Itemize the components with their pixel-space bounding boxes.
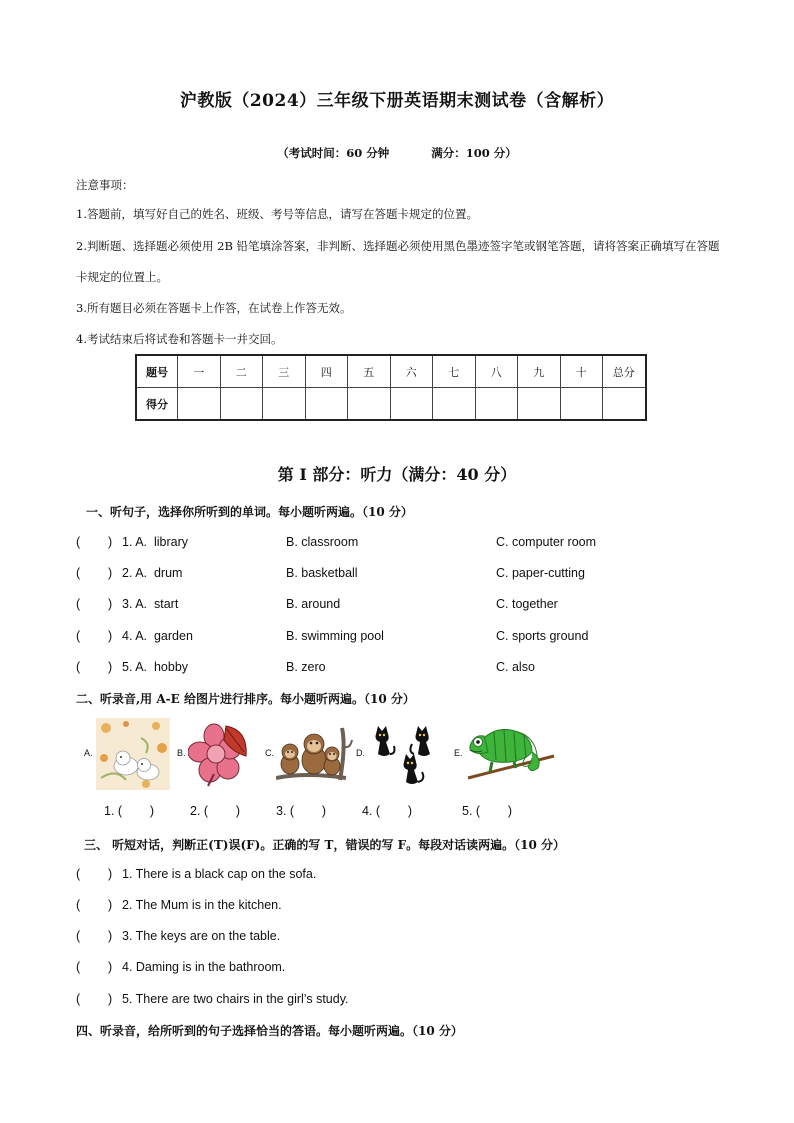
score-table-header-row	[136, 355, 646, 388]
answer-blank[interactable]: ( )	[76, 566, 113, 580]
score-table-header-cell: 四	[305, 355, 348, 388]
option-b: B. classroom	[286, 535, 359, 549]
tf-statement: 1. There is a black cap on the sofa.	[122, 867, 317, 881]
score-table-header-cell: 八	[475, 355, 518, 388]
answer-blank[interactable]: ( )	[76, 867, 113, 881]
score-cell[interactable]	[178, 388, 221, 421]
answer-blank[interactable]: ( )	[76, 992, 113, 1006]
section-2-title: 二、听录音,用 A-E 给图片进行排序。每小题听两遍。（10 分）	[76, 692, 415, 706]
option-b: B. swimming pool	[286, 629, 384, 643]
score-cell[interactable]	[263, 388, 306, 421]
puppies-icon	[96, 718, 170, 790]
answer-blank[interactable]: ( )	[76, 929, 113, 943]
answer-blank[interactable]: ( )	[76, 535, 113, 549]
option-c: C. sports ground	[496, 629, 589, 643]
section-1-title: 一、听句子，选择你所听到的单词。每小题听两遍。（10 分）	[86, 505, 413, 519]
tf-statement: 3. The keys are on the table.	[122, 929, 281, 943]
picture-label-e: E.	[454, 748, 463, 758]
score-cell[interactable]	[433, 388, 476, 421]
score-table-header-cell: 三	[263, 355, 306, 388]
answer-blank[interactable]: ( )	[76, 660, 113, 674]
picture-answer-blank[interactable]: 2. ( )	[190, 804, 241, 818]
notice-item-2: 2.判断题、选择题必须使用 2B 铅笔填涂答案，非判断、选择题必须使用黑色墨迹签字笔或钢笔答题，请将答案正确填写在答题卡规定的位置上。	[76, 239, 720, 284]
picture-answer-blank[interactable]: 3. ( )	[276, 804, 327, 818]
exam-title: 沪教版（2024）三年级下册英语期末测试卷（含解析）	[179, 91, 615, 111]
exam-full-score: 满分：100 分）	[431, 146, 517, 160]
tf-statement: 4. Daming is in the bathroom.	[122, 960, 286, 974]
score-cell[interactable]	[390, 388, 433, 421]
section-3-title: 三、 听短对话，判断正(T)误(F)。正确的写 T，错误的写 F。每段对话读两遍。（10 分）	[84, 838, 566, 852]
exam-subtitle	[0, 145, 794, 161]
picture-answer-blank[interactable]: 1. ( )	[104, 804, 155, 818]
answer-blank[interactable]: ( )	[76, 597, 113, 611]
notice-title: 注意事项：	[76, 178, 134, 192]
cats-icon	[370, 724, 438, 786]
score-cell[interactable]	[518, 388, 561, 421]
option-b: B. zero	[286, 660, 326, 674]
score-cell[interactable]	[348, 388, 391, 421]
score-cell[interactable]	[305, 388, 348, 421]
picture-answer-blank[interactable]: 4. ( )	[362, 804, 413, 818]
picture-label-b: B.	[177, 748, 186, 758]
score-table-header-cell: 六	[390, 355, 433, 388]
option-a: 5. A. hobby	[122, 660, 189, 674]
score-row-label: 得分	[136, 388, 178, 421]
option-a: 3. A. start	[122, 597, 179, 611]
score-table-header-cell: 一	[178, 355, 221, 388]
picture-chameleon	[466, 722, 556, 786]
picture-puppies	[96, 718, 170, 794]
picture-label-d: D.	[356, 748, 365, 758]
score-table-header-cell: 五	[348, 355, 391, 388]
option-a: 2. A. drum	[122, 566, 183, 580]
option-c: C. also	[496, 660, 535, 674]
picture-flower-leaf	[188, 722, 250, 792]
option-c: C. computer room	[496, 535, 597, 549]
notice-item-3: 3.所有题目必须在答题卡上作答，在试卷上作答无效。	[76, 301, 352, 315]
option-a: 1. A. library	[122, 535, 189, 549]
score-table-header-cell: 总分	[603, 355, 646, 388]
chameleon-icon	[466, 722, 556, 782]
score-table-header-cell: 二	[220, 355, 263, 388]
picture-monkeys	[276, 726, 354, 786]
exam-time: （考试时间：60 分钟	[277, 146, 390, 160]
answer-blank[interactable]: ( )	[76, 898, 113, 912]
picture-answer-blank[interactable]: 5. ( )	[462, 804, 513, 818]
picture-cats	[370, 724, 438, 790]
section-4-title: 四、听录音，给所听到的句子选择恰当的答语。每小题听两遍。（10 分）	[76, 1024, 463, 1038]
notice-item-1: 1.答题前，填写好自己的姓名、班级、考号等信息，请写在答题卡规定的位置。	[76, 207, 478, 221]
score-cell[interactable]	[220, 388, 263, 421]
picture-label-c: C.	[265, 748, 274, 758]
answer-blank[interactable]: ( )	[76, 629, 113, 643]
score-table-header-cell: 十	[560, 355, 603, 388]
tf-statement: 5. There are two chairs in the girl’s study.	[122, 992, 349, 1006]
option-c: C. paper-cutting	[496, 566, 585, 580]
part-title: 第 I 部分：听力（满分：40 分）	[277, 465, 517, 484]
option-b: B. basketball	[286, 566, 358, 580]
option-b: B. around	[286, 597, 341, 611]
score-table-header-cell: 题号	[136, 355, 178, 388]
tf-statement: 2. The Mum is in the kitchen.	[122, 898, 282, 912]
option-c: C. together	[496, 597, 558, 611]
score-table-header-cell: 七	[433, 355, 476, 388]
score-cell[interactable]	[475, 388, 518, 421]
score-cell[interactable]	[560, 388, 603, 421]
option-a: 4. A. garden	[122, 629, 193, 643]
notice-item-4: 4.考试结束后将试卷和答题卡一并交回。	[76, 332, 283, 346]
picture-label-a: A.	[84, 748, 93, 758]
monkeys-icon	[276, 726, 354, 782]
answer-blank[interactable]: ( )	[76, 960, 113, 974]
score-table	[135, 354, 647, 421]
score-table-header-cell: 九	[518, 355, 561, 388]
score-table-score-row	[136, 388, 646, 421]
score-cell[interactable]	[603, 388, 646, 421]
flower-leaf-icon	[188, 722, 250, 788]
